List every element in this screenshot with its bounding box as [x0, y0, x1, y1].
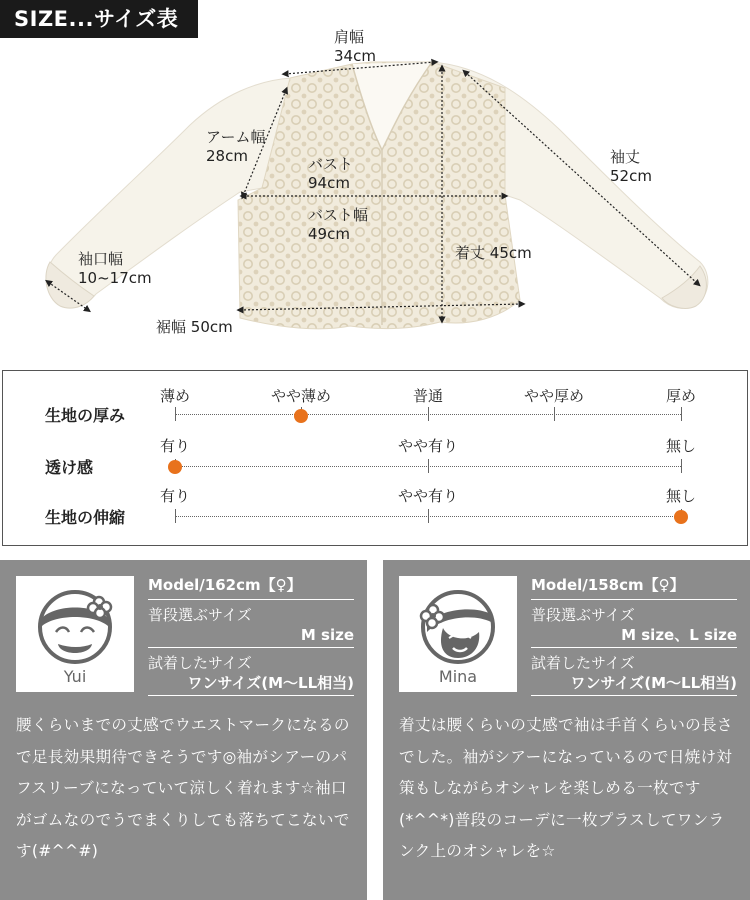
usual-size-label: 普段選ぶサイズ	[531, 606, 635, 624]
fabric-scale-tick	[175, 509, 176, 523]
model-name: Mina	[438, 667, 478, 686]
size-section	[0, 0, 750, 365]
fabric-scale-label: やや厚め	[523, 387, 585, 405]
measure-length: 着丈 45cm	[455, 244, 532, 262]
model-card-mina	[383, 560, 750, 900]
fabric-properties-table	[2, 370, 748, 546]
avatar	[16, 576, 134, 692]
size-chart-tag: SIZE...サイズ表	[0, 0, 198, 38]
fabric-scale-label: 有り	[159, 487, 191, 505]
fabric-scale-tick	[428, 509, 429, 523]
usual-size-value: M size、L size	[621, 626, 737, 644]
fabric-scale-label: 薄め	[159, 387, 191, 405]
usual-size-row	[148, 600, 354, 648]
fabric-scale-label: 無し	[665, 437, 697, 455]
model-height: Model/158cm【♀】	[531, 572, 737, 600]
model-comment: 着丈は腰くらいの丈感で袖は手首くらいの長さでした。袖がシアーになっているので日焼け対策もしながらオシャレを楽しめる一枚です(*^^*)普段のコーデに一枚プラスしてワンランク上のオシャレを☆	[399, 716, 733, 860]
fabric-row-title: 透け感	[45, 458, 94, 477]
fabric-row-transparency	[3, 435, 747, 485]
measure-cuff: 袖口幅 10~17cm	[78, 250, 152, 287]
measure-sleeve-length: 袖丈 52cm	[610, 148, 652, 185]
fabric-scale-label: 普通	[412, 387, 444, 405]
fabric-scale-tick	[175, 407, 176, 421]
model-comment: 腰くらいまでの丈感でウエストマークになるので足長効果期待できそうです◎袖がシアーのパフスリーブになっていて涼しく着れます☆袖口がゴムなのでうでまくりしても落ちてこないです(#^^#)	[16, 716, 350, 860]
usual-size-label: 普段選ぶサイズ	[148, 606, 252, 624]
fabric-scale-label: 有り	[159, 437, 191, 455]
tried-size-row	[531, 648, 737, 696]
model-info	[531, 572, 737, 696]
measure-bust: バスト 94cm	[308, 155, 354, 192]
usual-size-value: M size	[300, 626, 354, 644]
fabric-scale-tick	[681, 407, 682, 421]
fabric-scale-label: やや有り	[397, 437, 459, 455]
fabric-scale-tick	[681, 459, 682, 473]
usual-size-row	[531, 600, 737, 648]
model-card-yui	[0, 560, 367, 900]
measure-arm: アーム幅 28cm	[206, 128, 266, 165]
fabric-scale-label: 無し	[665, 487, 697, 505]
measure-bust-width: バスト幅 49cm	[308, 206, 369, 243]
fabric-scale-tick	[428, 459, 429, 473]
model-info	[148, 572, 354, 696]
measure-shoulder: 肩幅 34cm	[334, 28, 376, 65]
fabric-scale-label: やや薄め	[270, 387, 332, 405]
model-name: Yui	[63, 667, 87, 686]
fabric-selected-dot-stretch	[674, 510, 688, 524]
fabric-scale-label: やや有り	[397, 487, 459, 505]
avatar	[399, 576, 517, 692]
fabric-row-stretch	[3, 485, 747, 535]
fabric-selected-dot-transparency	[168, 460, 182, 474]
fabric-scale-label: 厚め	[665, 387, 697, 405]
tried-size-label: 試着したサイズ	[531, 654, 635, 672]
tried-size-value: ワンサイズ(M〜LL相当)	[187, 674, 354, 692]
model-face-icon	[419, 588, 497, 666]
fabric-row-thickness	[3, 385, 747, 435]
measure-hem: 裾幅 50cm	[156, 318, 233, 336]
fabric-scale-tick	[554, 407, 555, 421]
model-height: Model/162cm【♀】	[148, 572, 354, 600]
model-face-icon	[36, 588, 114, 666]
tried-size-row	[148, 648, 354, 696]
fabric-row-title: 生地の厚み	[45, 406, 126, 425]
fabric-row-title: 生地の伸縮	[45, 508, 126, 527]
fabric-selected-dot-thickness	[294, 409, 308, 423]
tried-size-label: 試着したサイズ	[148, 654, 252, 672]
tried-size-value: ワンサイズ(M〜LL相当)	[570, 674, 737, 692]
fabric-scale-tick	[428, 407, 429, 421]
